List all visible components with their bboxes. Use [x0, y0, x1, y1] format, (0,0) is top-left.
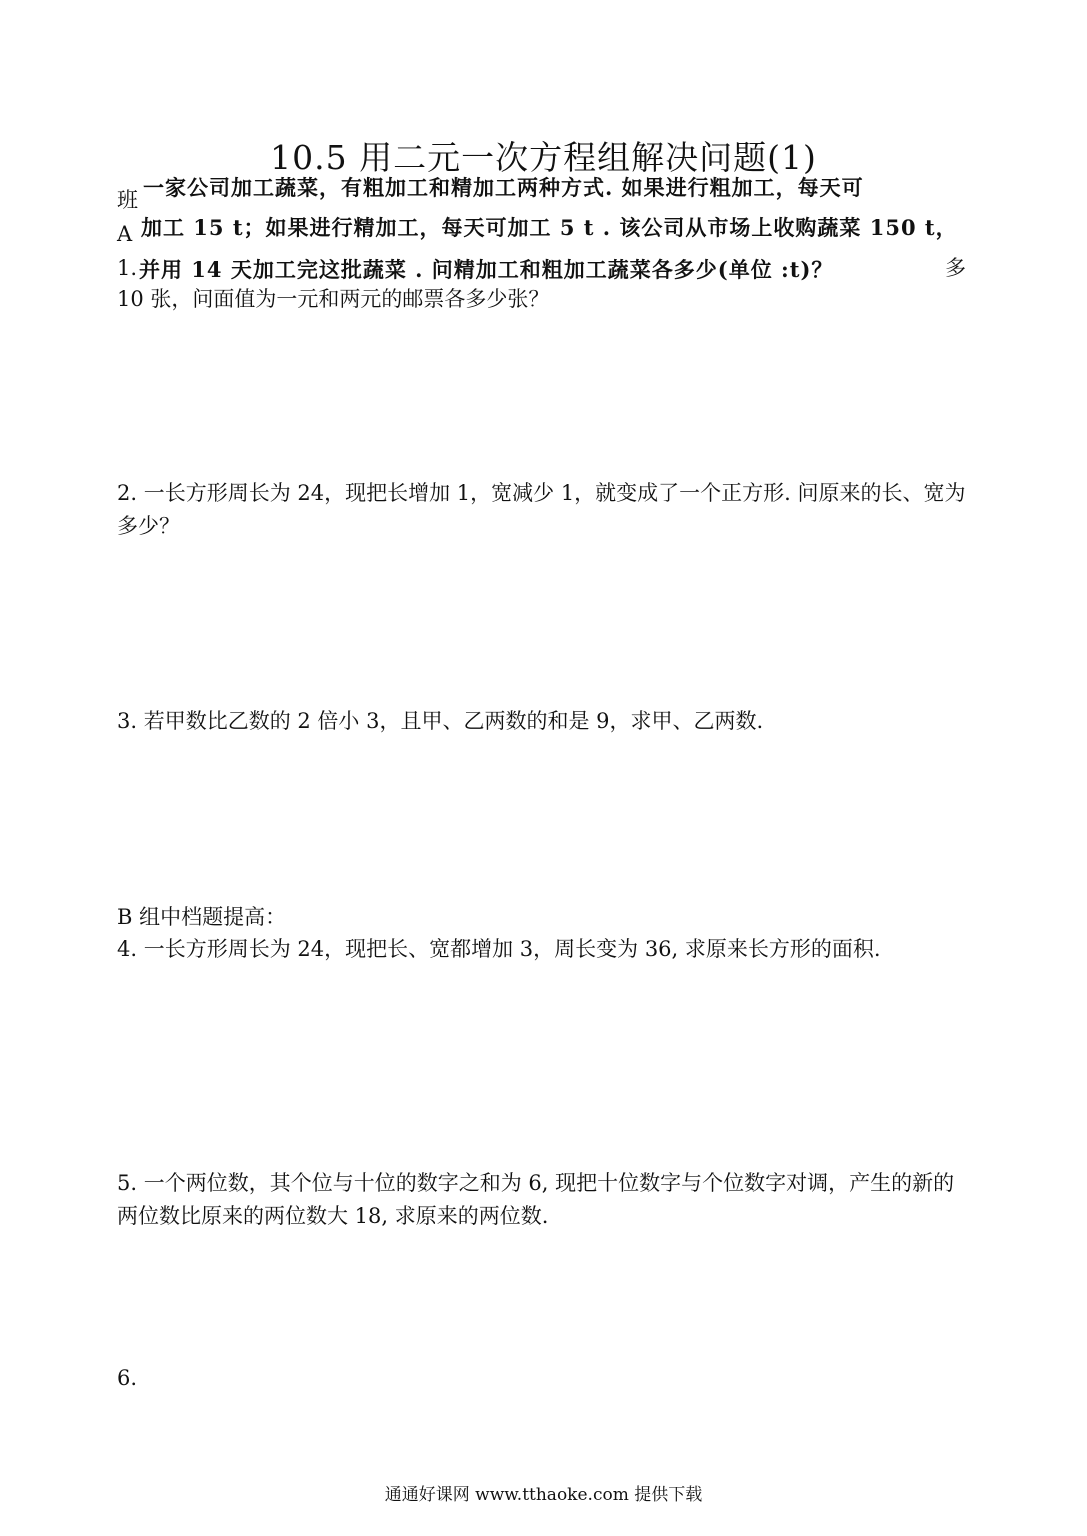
- q1-number: 1.: [117, 256, 138, 280]
- group-b-label: B 组中档题提高：: [117, 905, 287, 929]
- q2-line-2: 多少？: [117, 514, 180, 538]
- q4-text: 4. 一长方形周长为 24，现把长、宽都增加 3，周长变为 36, 求原来长方形的面积.: [117, 937, 881, 961]
- q1-line-2: 10 张，问面值为一元和两元的邮票各多少张？: [117, 287, 550, 311]
- q5-line-1: 5. 一个两位数，其个位与十位的数字之和为 6, 现把十位数字与个位数字对调，产生的新的: [117, 1171, 955, 1195]
- overlay-line-1: 一家公司加工蔬菜，有粗加工和精加工两种方式. 如果进行粗加工，每天可: [143, 175, 864, 200]
- page-title: 10.5 用二元一次方程组解决问题(1): [270, 138, 817, 177]
- overlay-line-2: 加工 15 t；如果进行精加工，每天可加工 5 t . 该公司从市场上收购蔬菜 150 t，: [141, 215, 958, 240]
- group-a-label: A: [117, 222, 133, 246]
- q5-line-2: 两位数比原来的两位数大 18, 求原来的两位数.: [117, 1204, 549, 1228]
- q3-text: 3. 若甲数比乙数的 2 倍小 3，且甲、乙两数的和是 9，求甲、乙两数.: [117, 709, 764, 733]
- class-label: 班: [117, 188, 138, 212]
- page-footer: 通通好课网 www.tthaoke.com 提供下载: [384, 1485, 703, 1505]
- q6-text: 6.: [117, 1366, 138, 1390]
- overlay-line-3: 并用 14 天加工完这批蔬菜 . 问精加工和粗加工蔬菜各多少(单位 :t)？: [139, 257, 834, 282]
- q1-tail-text: 多: [945, 256, 966, 280]
- q2-line-1: 2. 一长方形周长为 24，现把长增加 1，宽减少 1，就变成了一个正方形. 问原来的长、宽为: [117, 481, 966, 505]
